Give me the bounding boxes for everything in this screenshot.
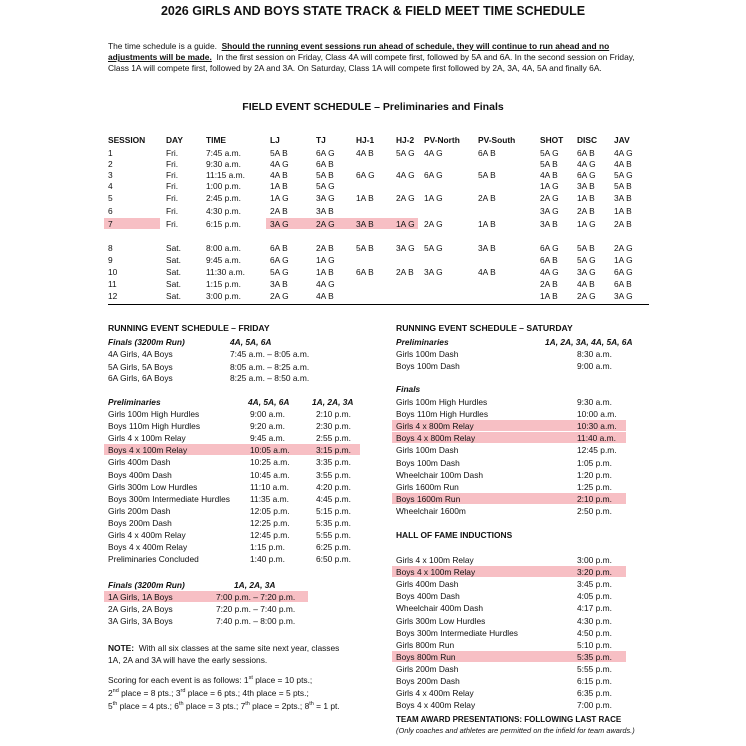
saturday-classes: 1A, 2A, 3A, 4A, 5A, 6A (545, 337, 633, 347)
saturday-hof-event: Boys 400m Dash (396, 591, 460, 601)
scoring-text: place = 4 pts.; 6 (117, 701, 179, 711)
field-table-cell: 4A G (540, 267, 559, 277)
friday-prelims-event: Girls 4 x 400m Relay (108, 530, 186, 540)
field-table-cell: 6A B (478, 148, 496, 158)
friday-finals-3200b-classes: 1A, 2A, 3A (234, 580, 276, 590)
scoring-sup: st (248, 675, 253, 682)
friday-finals-time: 8:05 a.m. – 8:25 a.m. (230, 362, 310, 372)
friday-finals-b-event: 1A Girls, 1A Boys (108, 592, 173, 602)
field-column-header: HJ-1 (356, 135, 375, 145)
field-column-header: TIME (206, 135, 227, 145)
saturday-hof-time: 3:45 p.m. (577, 579, 612, 589)
scoring-text: place = 2pts.; 8 (249, 701, 310, 711)
field-table-cell: 5A B (540, 159, 558, 169)
field-table-cell: 1A G (270, 193, 289, 203)
scoring-text: place = 3 pts.; 7 (183, 701, 246, 711)
team-award-note: (Only coaches and athletes are permitted on the infield for team awards.) (396, 726, 635, 735)
friday-prelims-time-late: 2:30 p.m. (316, 421, 351, 431)
field-table-cell: 3A B (356, 219, 374, 229)
saturday-hof-event: Boys 4 x 100m Relay (396, 567, 476, 577)
field-table-cell: 4A B (356, 148, 374, 158)
field-column-header: SESSION (108, 135, 146, 145)
field-table-cell: 2 (108, 159, 113, 169)
field-table-cell: 1A G (614, 255, 633, 265)
field-table-cell: Fri. (166, 148, 179, 158)
field-table-cell: 5 (108, 193, 113, 203)
field-table-cell: 1A B (540, 291, 558, 301)
field-table-cell: 6:15 p.m. (206, 219, 241, 229)
field-table-cell: 5A B (478, 170, 496, 180)
field-table-cell: 4A B (540, 170, 558, 180)
friday-prelims-time-early: 11:35 a.m. (250, 494, 289, 504)
field-table-cell: 6 (108, 206, 113, 216)
friday-finals-b-time: 7:40 p.m. – 8:00 p.m. (216, 616, 296, 626)
field-table-cell: 2A G (540, 193, 559, 203)
friday-prelims-col1: 4A, 5A, 6A (248, 397, 290, 407)
note-text: With all six classes at the same site next year, classes (138, 643, 340, 653)
saturday-hof-time: 5:55 p.m. (577, 664, 612, 674)
field-table-cell: 4A G (577, 159, 596, 169)
field-table-cell: Fri. (166, 170, 179, 180)
scoring-line-1 (108, 675, 312, 686)
friday-prelims-event: Girls 400m Dash (108, 457, 171, 467)
saturday-finals-event: Boys 110m High Hurdles (396, 409, 489, 419)
friday-finals-event: 6A Girls, 6A Boys (108, 373, 173, 383)
friday-finals-b-event: 3A Girls, 3A Boys (108, 616, 173, 626)
friday-prelims-event: Girls 200m Dash (108, 506, 171, 516)
field-table-bottom-rule (108, 304, 649, 305)
saturday-hof-event: Girls 200m Dash (396, 664, 459, 674)
saturday-hof-time: 6:15 p.m. (577, 676, 612, 686)
friday-prelims-time-late: 3:35 p.m. (316, 457, 351, 467)
field-table-cell: 3 (108, 170, 113, 180)
saturday-finals-event: Boys 100m Dash (396, 458, 460, 468)
saturday-finals-event: Wheelchair 100m Dash (396, 470, 484, 480)
saturday-hof-event: Girls 4 x 400m Relay (396, 688, 474, 698)
friday-finals-b-time: 7:00 p.m. – 7:20 p.m. (216, 592, 296, 602)
field-table-cell: 6A G (316, 148, 335, 158)
friday-finals-event: 5A Girls, 5A Boys (108, 362, 173, 372)
field-table-cell: 1A G (540, 181, 559, 191)
friday-prelims-event: Boys 300m Intermediate Hurdles (108, 494, 230, 504)
saturday-hof-time: 4:50 p.m. (577, 628, 612, 638)
saturday-hof-time: 4:17 p.m. (577, 603, 612, 613)
saturday-heading: RUNNING EVENT SCHEDULE – SATURDAY (396, 323, 573, 333)
field-column-header: DAY (166, 135, 183, 145)
friday-prelims-event: Boys 4 x 100m Relay (108, 445, 188, 455)
friday-prelims-time-late: 2:55 p.m. (316, 433, 351, 443)
intro-emphasis: Should the running event sessions run ahead of schedule, they will continue to run ahead and no adjustments will be made. (108, 41, 610, 63)
field-table-cell: 5A B (577, 243, 595, 253)
field-table-cell: 9 (108, 255, 113, 265)
friday-prelims-time-late: 3:15 p.m. (316, 445, 351, 455)
friday-prelims-time-early: 12:05 p.m. (250, 506, 290, 516)
scoring-sup: th (309, 701, 314, 708)
field-table-cell: 3A B (316, 206, 334, 216)
friday-prelims-time-late: 5:35 p.m. (316, 518, 351, 528)
saturday-finals-time: 9:30 a.m. (577, 397, 612, 407)
friday-prelims-event: Boys 4 x 400m Relay (108, 542, 188, 552)
field-table-cell: Sat. (166, 291, 181, 301)
field-table-cell: 1A B (356, 193, 374, 203)
field-table-cell: 4A G (270, 159, 289, 169)
friday-prelims-col2: 1A, 2A, 3A (312, 397, 354, 407)
saturday-hof-time: 5:35 p.m. (577, 652, 612, 662)
note-label: NOTE: (108, 643, 135, 653)
note-line-1 (108, 643, 339, 654)
friday-finals-3200-classes: 4A, 5A, 6A (230, 337, 272, 347)
field-table-cell: Fri. (166, 206, 179, 216)
saturday-hof-event: Girls 4 x 100m Relay (396, 555, 474, 565)
field-table-cell: 2A B (478, 193, 496, 203)
saturday-prelims-event: Boys 100m Dash (396, 361, 460, 371)
field-table-cell: 3A G (424, 267, 443, 277)
saturday-hof-time: 3:20 p.m. (577, 567, 612, 577)
field-table-cell: 8:00 a.m. (206, 243, 241, 253)
field-table-cell: 4A B (577, 279, 595, 289)
field-table-cell: 1A G (396, 219, 415, 229)
field-table-cell: 4A G (316, 279, 335, 289)
intro-rest: In the first session on Friday, Class 4A will compete first, followed by 5A and 6A. In the second session on Friday, Class 1A will compete first, followed by 2A and 3A. On Saturday, Class 1A will compete first followed by 2A, 3A, 4A, 5A and finally 6A. (108, 52, 635, 74)
saturday-finals-event: Boys 1600m Run (396, 494, 461, 504)
friday-prelims-event: Boys 200m Dash (108, 518, 172, 528)
field-table-cell: 6A G (356, 170, 375, 180)
field-table-cell: 9:45 a.m. (206, 255, 241, 265)
field-table-cell: 5A G (577, 255, 596, 265)
field-table-cell: 3A G (540, 206, 559, 216)
scoring-line-2 (108, 688, 309, 699)
scoring-text: Scoring for each event is as follows: 1 (108, 675, 249, 685)
friday-prelims-time-early: 11:10 a.m. (250, 482, 289, 492)
field-table-cell: 2A B (614, 219, 632, 229)
friday-finals-3200-label: Finals (3200m Run) (108, 337, 185, 347)
field-table-cell: 1A B (614, 206, 632, 216)
field-table-cell: 6A G (270, 255, 289, 265)
friday-heading: RUNNING EVENT SCHEDULE – FRIDAY (108, 323, 270, 333)
field-table-cell: 2A G (270, 291, 289, 301)
team-award-heading: TEAM AWARD PRESENTATIONS: FOLLOWING LAST RACE (396, 715, 622, 724)
scoring-sup: nd (112, 688, 119, 695)
field-table-cell: Fri. (166, 159, 179, 169)
scoring-text: = 1 pt. (313, 701, 340, 711)
saturday-finals-time: 10:30 a.m. (577, 421, 617, 431)
saturday-finals-time: 1:05 p.m. (577, 458, 612, 468)
saturday-finals-time: 11:40 a.m. (577, 433, 616, 443)
friday-prelims-time-late: 3:55 p.m. (316, 470, 351, 480)
friday-finals-time: 7:45 a.m. – 8:05 a.m. (230, 349, 310, 359)
saturday-finals-time: 1:20 p.m. (577, 470, 612, 480)
friday-prelims-event: Girls 4 x 100m Relay (108, 433, 186, 443)
field-column-header: LJ (270, 135, 280, 145)
note-line-2: 1A, 2A and 3A will have the early sessions. (108, 655, 268, 665)
field-table-cell: 2A G (396, 193, 415, 203)
friday-prelims-time-late: 4:45 p.m. (316, 494, 351, 504)
friday-prelims-time-early: 1:15 p.m. (250, 542, 285, 552)
friday-prelims-time-early: 9:45 a.m. (250, 433, 285, 443)
field-table-cell: 6A B (356, 267, 374, 277)
field-table-cell: 5A G (316, 181, 335, 191)
field-table-cell: 6A B (316, 159, 334, 169)
saturday-hof-time: 3:00 p.m. (577, 555, 612, 565)
saturday-finals-event: Girls 100m High Hurdles (396, 397, 488, 407)
field-table-cell: 6A G (577, 170, 596, 180)
friday-finals-b-time: 7:20 p.m. – 7:40 p.m. (216, 604, 296, 614)
field-table-cell: 1A G (577, 219, 596, 229)
page-title: 2026 GIRLS AND BOYS STATE TRACK & FIELD MEET TIME SCHEDULE (160, 4, 586, 18)
field-table-cell: 5A G (614, 170, 633, 180)
field-table-cell: 2A B (577, 206, 595, 216)
field-table-cell: 4A B (270, 170, 288, 180)
field-table-cell: 5A B (614, 181, 632, 191)
friday-prelims-event: Girls 100m High Hurdles (108, 409, 200, 419)
saturday-hof-event: Girls 400m Dash (396, 579, 459, 589)
field-schedule-heading: FIELD EVENT SCHEDULE – Preliminaries and Finals (242, 101, 504, 113)
field-table-cell: 2A B (270, 206, 288, 216)
friday-finals-time: 8:25 a.m. – 8:50 a.m. (230, 373, 310, 383)
field-table-cell: 4A G (424, 148, 443, 158)
field-table-cell: 3A B (478, 243, 496, 253)
scoring-text: place = 6 pts.; 4th place = 5 pts.; (185, 688, 309, 698)
scoring-text: place = 8 pts.; 3 (118, 688, 181, 698)
saturday-finals-event: Boys 4 x 800m Relay (396, 433, 476, 443)
field-table-cell: 2:45 p.m. (206, 193, 241, 203)
friday-finals-3200b-label: Finals (3200m Run) (108, 580, 185, 590)
field-table-cell: 3A G (396, 243, 415, 253)
saturday-hof-event: Boys 300m Intermediate Hurdles (396, 628, 518, 638)
friday-finals-b-event: 2A Girls, 2A Boys (108, 604, 173, 614)
field-table-cell: 12 (108, 291, 118, 301)
saturday-hof-event: Boys 4 x 400m Relay (396, 700, 476, 710)
field-table-cell: 2A G (424, 219, 443, 229)
field-table-cell: 6A B (270, 243, 288, 253)
field-table-cell: 7 (108, 219, 113, 229)
scoring-sup: th (178, 701, 184, 708)
field-table-cell: 11:15 a.m. (206, 170, 245, 180)
field-table-cell: 3A B (540, 219, 558, 229)
scoring-text: 5 (108, 701, 113, 711)
field-table-cell: 3:00 p.m. (206, 291, 241, 301)
saturday-hof-event: Girls 800m Run (396, 640, 455, 650)
field-table-cell: Sat. (166, 279, 181, 289)
field-table-cell: 7:45 a.m. (206, 148, 241, 158)
intro-lead: The time schedule is a guide. (108, 41, 217, 51)
field-table-cell: 6A G (540, 243, 559, 253)
saturday-hof-event: Wheelchair 400m Dash (396, 603, 484, 613)
field-table-cell: 11 (108, 279, 117, 289)
field-table-cell: 5A G (270, 267, 289, 277)
field-table-cell: 6A G (424, 170, 443, 180)
field-column-header: DISC (577, 135, 598, 145)
field-column-header: PV-North (424, 135, 460, 145)
scoring-sup: th (112, 701, 118, 708)
saturday-hof-time: 4:05 p.m. (577, 591, 612, 601)
field-table-cell: 3A B (270, 279, 288, 289)
saturday-hof-event: Boys 200m Dash (396, 676, 460, 686)
field-table-cell: Fri. (166, 193, 179, 203)
saturday-finals-event: Girls 1600m Run (396, 482, 459, 492)
field-table-cell: 1A G (316, 255, 335, 265)
scoring-line-3 (108, 701, 340, 712)
field-table-cell: 3A G (614, 291, 633, 301)
saturday-finals-event: Wheelchair 1600m (396, 506, 466, 516)
field-table-cell: 4A G (614, 148, 633, 158)
scoring-sup: th (245, 701, 250, 708)
saturday-hof-time: 5:10 p.m. (577, 640, 612, 650)
saturday-hof-time: 6:35 p.m. (577, 688, 612, 698)
friday-prelims-time-early: 10:45 a.m. (250, 470, 290, 480)
field-table-cell: 3A G (577, 267, 596, 277)
friday-prelims-time-early: 9:00 a.m. (250, 409, 285, 419)
field-table-cell: 6A B (614, 279, 632, 289)
field-table-cell: 1 (108, 148, 113, 158)
field-table-cell: 4A B (614, 159, 632, 169)
field-table-cell: 2A B (396, 267, 414, 277)
friday-prelims-event: Preliminaries Concluded (108, 554, 199, 564)
field-table-cell: 1A G (424, 193, 443, 203)
saturday-prelims-label: Preliminaries (396, 337, 449, 347)
scoring-text: 2 (108, 688, 113, 698)
field-table-cell: 4:30 p.m. (206, 206, 241, 216)
friday-prelims-event: Boys 400m Dash (108, 470, 172, 480)
scoring-sup: rd (180, 688, 186, 695)
friday-prelims-time-early: 12:45 p.m. (250, 530, 290, 540)
field-column-header: HJ-2 (396, 135, 415, 145)
field-column-header: SHOT (540, 135, 564, 145)
field-table-cell: 5A G (396, 148, 415, 158)
field-table-cell: 8 (108, 243, 113, 253)
friday-prelims-event: Boys 110m High Hurdles (108, 421, 201, 431)
friday-prelims-time-early: 12:25 p.m. (250, 518, 290, 528)
saturday-hof-event: Girls 300m Low Hurdles (396, 616, 486, 626)
friday-prelims-time-early: 10:25 a.m. (250, 457, 290, 467)
field-table-cell: 5A B (316, 170, 334, 180)
field-table-cell: 4 (108, 181, 113, 191)
friday-prelims-label: Preliminaries (108, 397, 161, 407)
field-table-cell: 3A B (577, 181, 595, 191)
friday-prelims-event: Girls 300m Low Hurdles (108, 482, 198, 492)
friday-prelims-time-late: 2:10 p.m. (316, 409, 351, 419)
field-table-cell: 6A B (577, 148, 595, 158)
field-table-cell: 3A G (270, 219, 289, 229)
field-table-cell: Sat. (166, 255, 181, 265)
saturday-prelims-time: 9:00 a.m. (577, 361, 612, 371)
saturday-finals-time: 10:00 a.m. (577, 409, 617, 419)
field-column-header: PV-South (478, 135, 516, 145)
friday-prelims-time-late: 6:50 p.m. (316, 554, 351, 564)
friday-prelims-time-late: 6:25 p.m. (316, 542, 351, 552)
friday-finals-event: 4A Girls, 4A Boys (108, 349, 173, 359)
saturday-finals-event: Girls 4 x 800m Relay (396, 421, 474, 431)
saturday-hof-time: 7:00 p.m. (577, 700, 612, 710)
friday-prelims-time-late: 5:15 p.m. (316, 506, 351, 516)
friday-prelims-time-late: 5:55 p.m. (316, 530, 351, 540)
field-table-cell: 6A G (614, 267, 633, 277)
saturday-hof-event: Boys 800m Run (396, 652, 456, 662)
saturday-finals-time: 12:45 p.m. (577, 445, 617, 455)
field-table-cell: 2A G (316, 219, 335, 229)
field-column-header: JAV (614, 135, 630, 145)
field-table-cell: 1:00 p.m. (206, 181, 241, 191)
field-table-cell: 6A B (540, 255, 558, 265)
saturday-finals-time: 2:10 p.m. (577, 494, 612, 504)
field-table-cell: 3A G (316, 193, 335, 203)
field-table-cell: 11:30 a.m. (206, 267, 245, 277)
saturday-finals-event: Girls 100m Dash (396, 445, 459, 455)
field-table-cell: Sat. (166, 243, 181, 253)
friday-prelims-time-early: 1:40 p.m. (250, 554, 285, 564)
field-table-cell: 2A G (577, 291, 596, 301)
field-table-cell: 1A B (316, 267, 334, 277)
field-table-cell: 4A B (316, 291, 334, 301)
field-table-cell: 5A B (356, 243, 374, 253)
saturday-prelims-event: Girls 100m Dash (396, 349, 459, 359)
field-table-cell: 2A B (316, 243, 334, 253)
field-table-cell: 1:15 p.m. (206, 279, 241, 289)
intro-paragraph (108, 41, 648, 75)
field-table-cell: 5A G (424, 243, 443, 253)
hall-of-fame-heading: HALL OF FAME INDUCTIONS (396, 530, 513, 540)
friday-prelims-time-early: 10:05 a.m. (250, 445, 290, 455)
field-table-cell: 3A B (614, 193, 632, 203)
scoring-text: place = 10 pts.; (252, 675, 313, 685)
field-table-cell: Fri. (166, 181, 179, 191)
field-table-cell: 1A B (577, 193, 595, 203)
field-table-cell: 5A B (270, 148, 288, 158)
field-table-cell: 4A B (478, 267, 496, 277)
field-table-cell: 9:30 a.m. (206, 159, 241, 169)
friday-prelims-time-late: 4:20 p.m. (316, 482, 351, 492)
saturday-finals-time: 1:25 p.m. (577, 482, 612, 492)
saturday-finals-time: 2:50 p.m. (577, 506, 612, 516)
field-table-cell: 10 (108, 267, 118, 277)
friday-prelims-time-early: 9:20 a.m. (250, 421, 285, 431)
field-table-cell: 2A B (540, 279, 558, 289)
field-table-cell: 1A B (270, 181, 288, 191)
field-table-cell: 2A G (614, 243, 633, 253)
saturday-finals-label: Finals (396, 384, 421, 394)
field-table-cell: 4A G (396, 170, 415, 180)
saturday-prelims-time: 8:30 a.m. (577, 349, 612, 359)
field-table-cell: 5A G (540, 148, 559, 158)
field-table-cell: 1A B (478, 219, 496, 229)
field-table-cell: Sat. (166, 267, 181, 277)
saturday-hof-time: 4:30 p.m. (577, 616, 612, 626)
field-table-cell: Fri. (166, 219, 179, 229)
field-column-header: TJ (316, 135, 326, 145)
